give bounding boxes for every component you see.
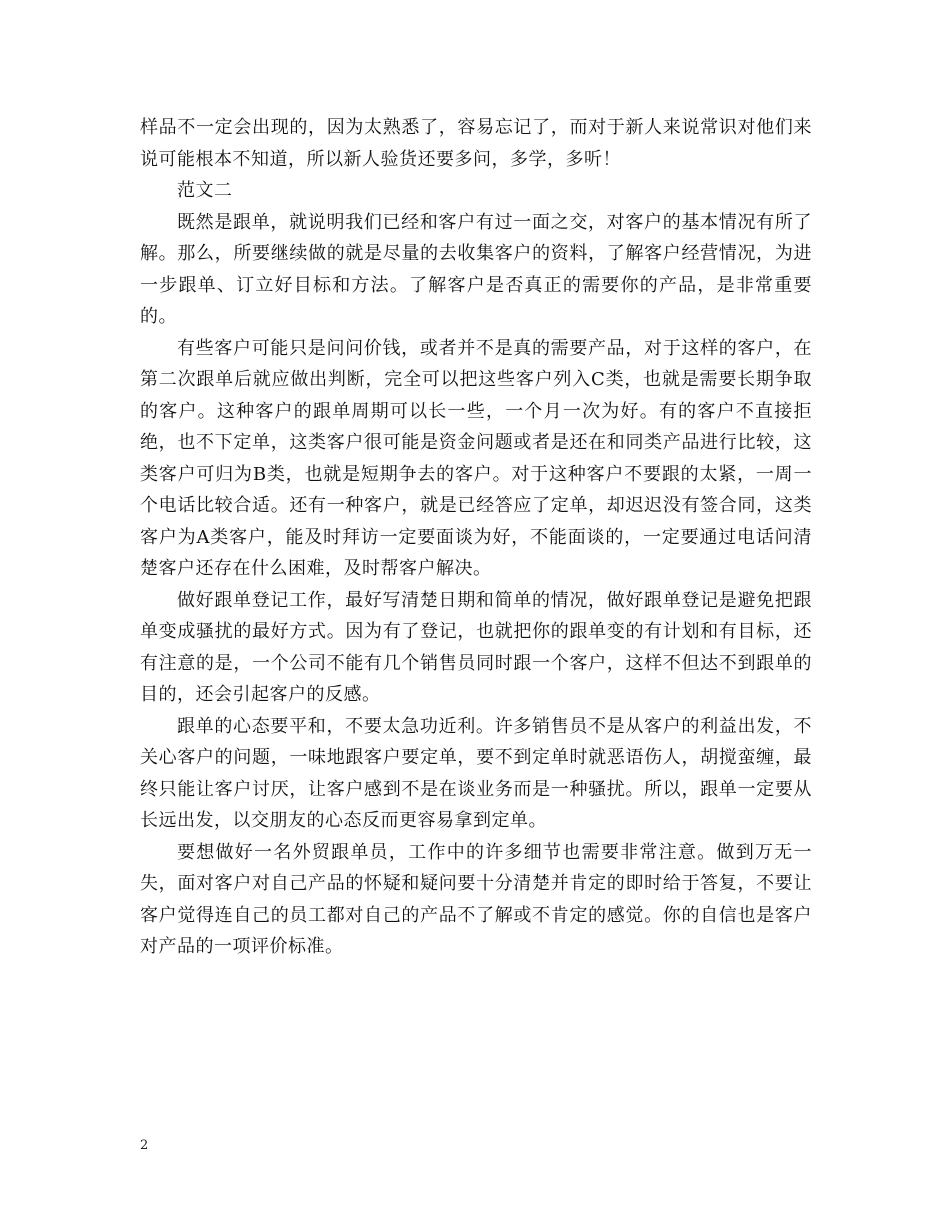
page-number: 2 — [140, 1138, 149, 1153]
paragraph: 做好跟单登记工作，最好写清楚日期和简单的情况，做好跟单登记是避免把跟单变成骚扰的最好方式。因为有了登记，也就把你的跟单变的有计划和有目标，还有注意的是，一个公司不能有几个销售员同时跟一个客户，这样不但达不到跟单的目的，还会引起客户的反感。 — [140, 589, 812, 705]
body-text — [140, 112, 812, 963]
paragraph: 跟单的心态要平和，不要太急功近利。许多销售员不是从客户的利益出发，不关心客户的问题，一味地跟客户要定单，要不到定单时就恶语伤人，胡搅蛮缠，最终只能让客户讨厌，让客户感到不是在谈业务而是一种骚扰。所以，跟单一定要从长远出发，以交朋友的心态反而更容易拿到定单。 — [140, 715, 812, 831]
paragraph-continuation: 样品不一定会出现的，因为太熟悉了，容易忘记了，而对于新人来说常识对他们来说可能根本不知道，所以新人验货还要多问，多学，多听！ — [140, 117, 812, 170]
paragraph: 既然是跟单，就说明我们已经和客户有过一面之交，对客户的基本情况有所了解。那么，所要继续做的就是尽量的去收集客户的资料，了解客户经营情况，为进一步跟单、订立好目标和方法。了解客户是否真正的需要你的产品，是非常重要的。 — [140, 211, 812, 327]
paragraph: 有些客户可能只是问问价钱，或者并不是真的需要产品，对于这样的客户，在第二次跟单后就应做出判断，完全可以把这些客户列入C类，也就是需要长期争取的客户。这种客户的跟单周期可以长一些，一个月一次为好。有的客户不直接拒绝，也不下定单，这类客户很可能是资金问题或者是还在和同类产品进行比较，这类客户可归为B类，也就是短期争去的客户。对于这种客户不要跟的太紧，一周一个电话比较合适。还有一种客户，就是已经答应了定单，却迟迟没有签合同，这类客户为A类客户，能及时拜访一定要面谈为好，不能面谈的，一定要通过电话问清楚客户还存在什么困难，及时帮客户解决。 — [140, 337, 812, 579]
paragraph: 要想做好一名外贸跟单员，工作中的许多细节也需要非常注意。做到万无一失，面对客户对自己产品的怀疑和疑问要十分清楚并肯定的即时给于答复，不要让客户觉得连自己的员工都对自己的产品不了解或不肯定的感觉。你的自信也是客户对产品的一项评价标准。 — [140, 841, 812, 957]
section-heading: 范文二 — [177, 180, 233, 201]
